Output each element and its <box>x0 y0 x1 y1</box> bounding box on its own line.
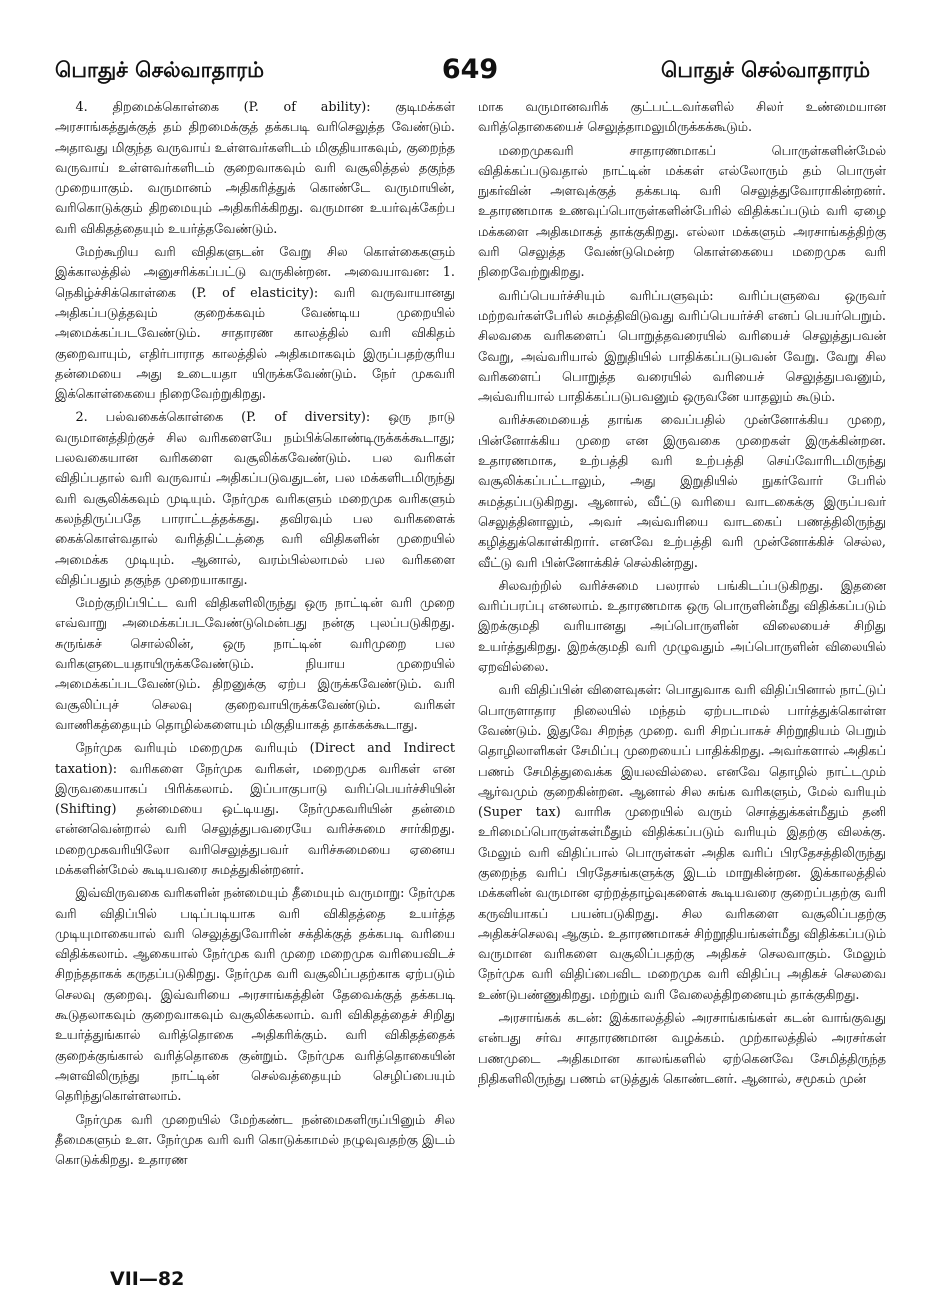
paragraph-tax-system-summary: மேற்குறிப்பிட்ட வரி விதிகளிலிருந்து ஒரு நாட்டின் வரி முறை எவ்வாறு அமைக்கப்படவேண்டுமென்பது நன்கு புலப்படுகிறது. சுருங்கச் சொல்லின், ஒரு நாட்டின் வரிமுறை பல வரிகளுடையதாயிருக்கவேண்டும். நியாய முறையில் அமைக்கப்படவேண்டும். திறனுக்கு ஏற்ப இருக்கவேண்டும். வரி வசூலிப்புச் செலவு குறைவாயிருக்கவேண்டும். வரிகள் வாணிகத்தையும் தொழில்களையும் மிகுதியாகத் தாக்கக்கூடாது. <box>55 596 455 733</box>
right-column <box>478 98 886 1282</box>
paragraph-direct-indirect-taxation: நேர்முக வரியும் மறைமுக வரியும் (Direct and Indirect taxation): வரிகளை நேர்முக வரிகள், மறைமுக வரிகள் என இருவகையாகப் பிரிக்கலாம். இப்பாகுபாடு வரிப்பெயர்ச்சியின் (Shifting) தன்மையை ஒட்டியது. நேர்முகவரியின் தன்மை என்னவென்றால் வரி செலுத்துபவரையே வரிச்சுமை சார்கிறது. மறைமுகவரியிலோ வரிசெலுத்துபவர் வரிச்சுமையை ஏனைய மக்களின்மேல் கூடியவரை சுமத்துகின்றனர். <box>55 741 455 878</box>
paragraph-direct-tax-drawbacks: நேர்முக வரி முறையில் மேற்கண்ட நன்மைகளிருப்பினும் சில தீமைகளும் உள. நேர்முக வரி வரி கொடுக்காமல் நழுவுவதற்கு இடம் கொடுக்கிறது. உதாரண <box>55 1112 455 1169</box>
page-number: 649 <box>441 54 499 85</box>
volume-page-marker: VII—82 <box>110 1268 185 1290</box>
paragraph-public-debt: அரசாங்கக் கடன்: இக்காலத்தில் அரசாங்கங்கள் கடன் வாங்குவது என்பது சர்வ சாதாரணமான வழக்கம். முற்காலத்தில் அரசர்கள் பணமுடை அதிகமான காலங்களில் ஏற்கெனவே சேமித்திருந்த நிதிகளிலிருந்து பணம் எடுத்துக் கொண்டனர். ஆனால், சமூகம் முன் <box>478 1011 886 1087</box>
running-header-right: பொதுச் செல்வாதாரம் <box>661 57 870 82</box>
paragraph-elasticity-principle: மேற்கூறிய வரி விதிகளுடன் வேறு சில கொள்கைகளும் இக்காலத்தில் அனுசரிக்கப்பட்டு வருகின்றன. அவையாவன: 1. நெகிழ்ச்சிக்கொள்கை (P. of elasticity): வரி வருவாயானது அதிகப்படுத்தவும் குறைக்கவும் வேண்டிய முறையில் அமைக்கப்படவேண்டும். சாதாரண காலத்தில் வரி விகிதம் குறைவாயும், எதிர்பாராத காலத்தில் அதிகமாகவும் இருப்பதற்குரிய தன்மையை அது உடையதா யிருக்கவேண்டும். நேர் முகவரி இக்கொள்கையை நிறைவேற்றுகிறது. <box>55 245 455 403</box>
paragraph-effects-of-taxation: வரி விதிப்பின் விளைவுகள்: பொதுவாக வரி விதிப்பினால் நாட்டுப் பொருளாதார நிலையில் மந்தம் ஏற்படாமல் பார்த்துக்கொள்ள வேண்டும். இதுவே சிறந்த முறை. வரி சிறப்பாகச் சிற்றூதியம் பெறும் தொழிலாளிகள் சேமிப்பு முறையைப் பாதிக்கிறது. அவர்களால் அதிகப் பணம் சேமித்துவைக்க இயலவில்லை. எனவே தொழில் நாட்டமும் ஆர்வமும் குறைகின்றன. ஆனால் சில சுங்க வரிகளும், மேல் வரியும் (Super tax) வாரிசு முறையில் வரும் சொத்துக்கள்மீதும் தனி உரிமைப்பொருள்கள்மீதும் விதிக்கப்படும் வரியும் இதற்கு விலக்கு. மேலும் வரி விதிப்பால் பொருள்கள் அதிக வரிப் பிரதேசத்திலிருந்து குறைந்த வரிப் பிரதேசங்களுக்கு இடம் மாறுகின்றன. இக்காலத்தில் மக்களின் வருமான ஏற்றத்தாழ்வுகளைக் கூடியவரை குறைப்பதற்கு வரி கருவியாகப் பயன்படுகிறது. சில வரிகளை வசூலிப்பதற்கு அதிகச்செலவு ஆகும். உதாரணமாகச் சிற்றூதியங்கள்மீது விதிக்கப்படும் வருமான வரிகளை வசூலிப்பதற்கு அதிகச் செலவாகும். மேலும் நேர்முக வரி விதிப்பைவிட மறைமுக வரி விதிப்பு அதிகச் செலவை உண்டுபண்ணுகிறது. மற்றும் வரி வேலைத்திறனையும் தாக்குகிறது. <box>478 683 886 1003</box>
paragraph-tax-diffusion: சிலவற்றில் வரிச்சுமை பலரால் பங்கிடப்படுகிறது. இதனை வரிப்பரப்பு எனலாம். உதாரணமாக ஒரு பொருளின்மீது விதிக்கப்படும் இறக்குமதி வரியானது அப்பொருளின் விலையைச் சிறிது உயர்த்துகிறது. இறக்குமதி வரி முழுவதும் அப்பொருளின் விலையில் ஏறவில்லை. <box>478 578 886 676</box>
paragraph-diversity-principle: 2. பல்வகைக்கொள்கை (P. of diversity): ஒரு நாடு வருமானத்திற்குச் சில வரிகளையே நம்பிக்கொண்டிருக்கக்கூடாது; பலவகையான வரிகளை வசூலிக்கவேண்டும். பல வரிகள் விதிப்பதால் வரி வருவாய் அதிகப்படுவதுடன், பல மக்களிடமிருந்து வரி வசூலிக்கவும் முடியும். நேர்முக வரிகளும் மறைமுக வரிகளும் கலந்திருப்பதே பாராட்டத்தக்கது. தவிரவும் பல வரிகளைக் கைக்கொள்வதால் வரித்திட்டத்தை வரி விதிகளின் முறையில் அமைக்க முடியும். ஆனால், வரம்பில்லாமல் பல வரிகளை விதிப்பதும் தகுந்த முறையாகாது. <box>55 410 455 588</box>
paragraph-merits-demerits: இவ்விருவகை வரிகளின் நன்மையும் தீமையும் வருமாறு: நேர்முக வரி விதிப்பில் படிப்படியாக வரி விகிதத்தை உயர்த்த முடியுமாகையால் வரி செலுத்துவோரின் சக்திக்குத் தக்கபடி வரியை விதிக்கலாம். ஆகையால் நேர்முக வரி முறை மறைமுக வரியைவிடச் சிறந்ததாகக் கருதப்படுகிறது. நேர்முக வரி வசூலிப்பதற்காக ஏற்படும் செலவு குறைவு. இவ்வரியை அரசாங்கத்தின் தேவைக்குத் தக்கபடி கூடுதலாகவும் குறைவாகவும் வசூலிக்கலாம். வரி விகிதத்தைச் சிறிது உயர்த்துங்கால் வரித்தொகை அதிகரிக்கும். வரி விகிதத்தைக் குறைக்குங்கால் வரித்தொகை குன்றும். நேர்முக வரித்தொகையின் அளவிலிருந்து நாட்டின் செல்வத்தையும் செழிப்பையும் தெரிந்துகொள்ளலாம். <box>55 886 455 1105</box>
left-column <box>55 98 455 1282</box>
paragraph-forward-backward-shifting: வரிச்சுமையைத் தாங்க வைப்பதில் முன்னோக்கிய முறை, பின்னோக்கிய முறை என இருவகை முறைகள் இருக்கின்றன. உதாரணமாக, உற்பத்தி வரி உற்பத்தி செய்வோரிடமிருந்து வசூலிக்கப்பட்டாலும், அது இறுதியில் நுகர்வோர் பேரில் சுமத்தப்படுகிறது. ஆனால், வீட்டு வரியை வாடகைக்கு இருப்பவர் செலுத்தினாலும், அவர் அவ்வரியை வாடகைப் பணத்திலிருந்து கழித்துக்கொள்கிறார். எனவே உற்பத்தி வரி முன்னோக்கிச் செல்ல, வீட்டு வரி பின்னோக்கிச் செல்கின்றது. <box>478 413 886 571</box>
running-header-left: பொதுச் செல்வாதாரம் <box>55 57 264 82</box>
paragraph-ability-principle: 4. திறமைக்கொள்கை (P. of ability): குடிமக்கள் அரசாங்கத்துக்குத் தம் திறமைக்குத் தக்கபடி வரிசெலுத்த வேண்டும். அதாவது மிகுந்த வருவாய் உள்ளவர்களிடம் மிகுதியாகவும், குறைந்த வருவாய் உள்ளவர்களிடம் குறைவாகவும் வரி வசூலித்தல் தகுந்த முறையாகும். வருமானம் அதிகரித்துக் கொண்டே வருமாயின், வரிகொடுக்கும் திறமையும் அதிகரிக்கிறது. வருமான உயர்வுக்கேற்ப வரி விகிதத்தையும் உயர்த்தவேண்டும். <box>55 100 455 237</box>
paragraph-tax-shifting: வரிப்பெயர்ச்சியும் வரிப்பளுவும்: வரிப்பளுவை ஒருவர் மற்றவர்கள்பேரில் சுமத்திவிடுவது வரிப்பெயர்ச்சி எனப் பெயர்பெறும். சிலவகை வரிகளைப் பொறுத்தவரையில் வரியைச் செலுத்துபவன் வேறு, அவ்வரியால் இறுதியில் பாதிக்கப்படுபவன் வேறு. வேறு சில வரிகளைப் பொறுத்த வரையில் வரியைச் செலுத்துபவனும், அவ்வரியால் பாதிக்கப்படுபவனும் ஒருவனே யாதலும் கூடும். <box>478 288 886 406</box>
paragraph-indirect-tax: மறைமுகவரி சாதாரணமாகப் பொருள்களின்மேல் விதிக்கப்படுவதால் நாட்டின் மக்கள் எல்லோரும் தம் பொருள் நுகர்வின் அளவுக்குத் தக்கபடி வரி செலுத்துவோராகின்றனர். உதாரணமாக உணவுப்பொருள்களின்பேரில் விதிக்கப்படும் வரி ஏழை மக்களை அதிகமாகத் தாக்குகிறது. எல்லா மக்களும் அரசாங்கத்திற்கு வரி செலுத்த வேண்டுமென்ற கொள்கையை மறைமுக வரி நிறைவேற்றுகிறது. <box>478 143 886 281</box>
paragraph-continuation: மாக வருமானவரிக் குட்பட்டவர்களில் சிலர் உண்மையான வரித்தொகையைச் செலுத்தாமலுமிருக்கக்கூடும். <box>478 100 886 136</box>
